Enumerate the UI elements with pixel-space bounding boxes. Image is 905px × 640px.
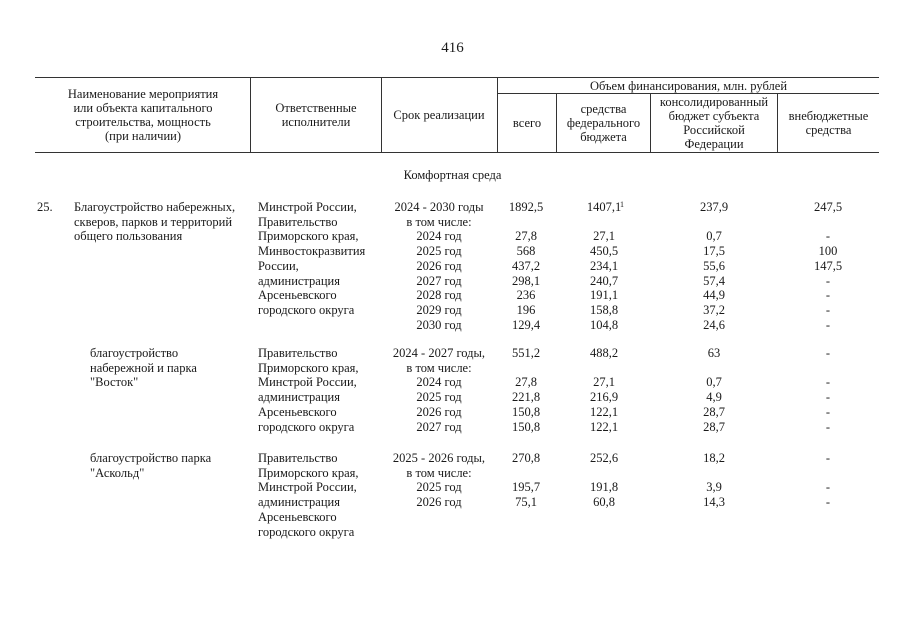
header-name: Наименование мероприятия или объекта капитального строительства, мощность (при наличии) (67, 86, 219, 143)
header-offbudget: внебюджетные средства (788, 108, 869, 137)
row-federal: 1407,1 27,1 450,5 234,1 240,7 191,1 158,8 104,8 (586, 200, 622, 332)
row-offbudget: 247,5 - 100 147,5 - - - - (813, 200, 843, 332)
row-term: 2024 - 2027 годы, в том числе: 2024 год 2025 год 2026 год 2027 год (392, 346, 486, 434)
row-federal: 488,2 27,1 216,9 122,1 122,1 (589, 346, 619, 434)
row-offbudget: - - - (825, 451, 831, 510)
row-responsible: Минстрой России, Правительство Приморского края, Минвостокразвития России, администрация Арсеньевского городского округа (258, 200, 366, 317)
header-financing: Объем финансирования, млн. рублей (589, 78, 788, 93)
row-name: благоустройство парка "Аскольд" (90, 451, 212, 480)
header-divider (250, 77, 251, 152)
row-regional: 18,2 3,9 14,3 (703, 451, 725, 510)
section-title: Комфортная среда (403, 168, 502, 182)
page-number: 416 (441, 40, 464, 56)
row-name: благоустройство набережной и парка "Восток" (90, 346, 197, 390)
row-responsible: Правительство Приморского края, Минстрой России, администрация Арсеньевского городского округа (258, 451, 359, 539)
row-federal: 252,6 191,8 60,8 (589, 451, 619, 510)
row-total: 551,2 27,8 221,8 150,8 150,8 (511, 346, 541, 434)
header-bottom-line (35, 152, 879, 153)
header-federal: средства федерального бюджета (566, 101, 641, 144)
header-total: всего (512, 115, 542, 130)
header-regional: консолидированный бюджет субъекта Российской Федерации (659, 94, 769, 151)
row-regional: 237,9 0,7 17,5 55,6 57,4 44,9 37,2 24,6 (699, 200, 729, 332)
row-offbudget: - - - - - (825, 346, 831, 434)
row-total: 270,8 195,7 75,1 (511, 451, 541, 510)
footnote-marker: 1 (620, 200, 624, 209)
row-total: 1892,5 27,8 568 437,2 298,1 236 196 129,4 (508, 200, 544, 332)
row-regional: 63 0,7 4,9 28,7 28,7 (703, 346, 725, 434)
row-name: Благоустройство набережных, скверов, парков и территорий общего пользования (74, 200, 236, 244)
header-term: Срок реализации (393, 107, 485, 122)
row-term: 2024 - 2030 годы в том числе: 2024 год 2025 год 2026 год 2027 год 2028 год 2029 год 2030 год (394, 200, 484, 332)
row-term: 2025 - 2026 годы, в том числе: 2025 год 2026 год (392, 451, 486, 510)
header-responsible: Ответственные исполнители (275, 100, 357, 129)
row-number: 25. (37, 200, 53, 214)
row-responsible: Правительство Приморского края, Минстрой России, администрация Арсеньевского городского округа (258, 346, 359, 434)
